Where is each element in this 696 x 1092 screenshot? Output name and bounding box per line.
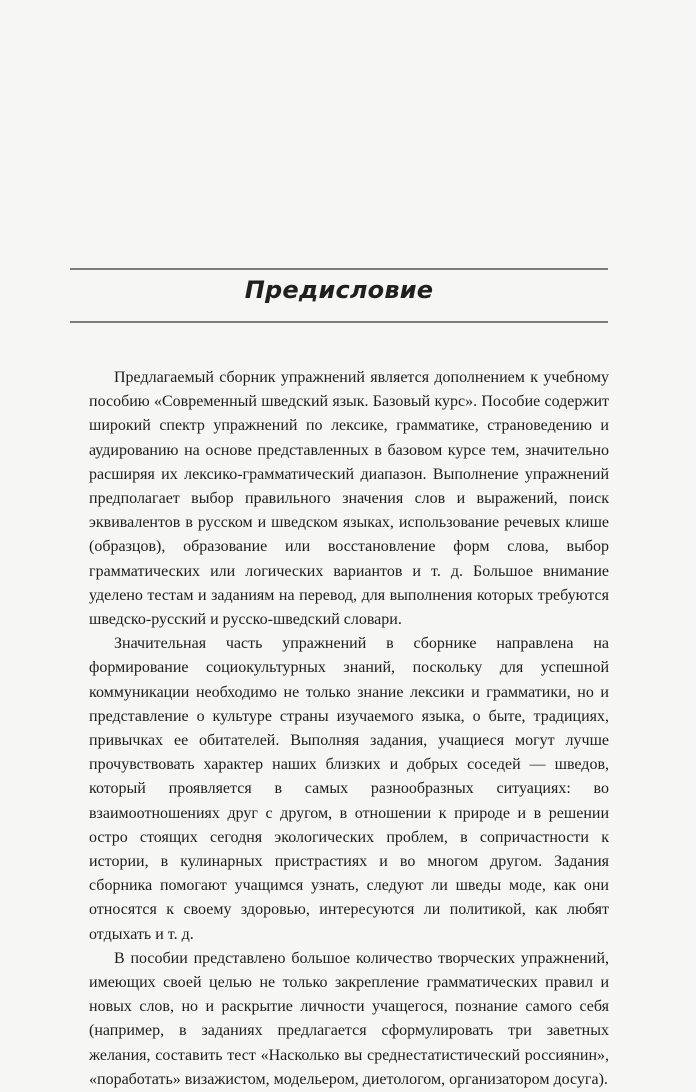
preface-body <box>89 366 609 1092</box>
paragraph-2: Значительная часть упражнений в сборнике направлена на формирование социокультурных знаний, поскольку для успешной коммуникации необходимо не только знание лексики и грамматики, но и представление о культуре страны изучаемого языка, о быте, традициях, привычках ее обитателей. Выполняя задания, учащиеся могут лучше прочувствовать характер наших близких и добрых соседей — шведов, который проявляется в самых разнообразных ситуациях: во взаимоотношениях друг с другом, в отношении к природе и в решении остро стоящих сегодня экологических проблем, в сопричастности к истории, в кулинарных пристрастиях и во многом другом. Задания сборника помогают учащимся узнать, следуют ли шведы моде, как они относятся к своему здоровью, интересуются ли политикой, как любят отдыхать и т. д. <box>89 635 609 943</box>
page-title: Предисловие <box>244 276 434 304</box>
paragraph-1: Предлагаемый сборник упражнений является дополнением к учебному пособию «Современный шведский язык. Базовый курс». Пособие содержит широкий спектр упражнений по лексике, грамматике, страноведению и аудированию на основе представленных в базовом курсе тем, значительно расширяя их лексико-грамматический диапазон. Выполнение упражнений предполагает выбор правильного значения слов и выражений, поиск эквивалентов в русском и шведском языках, использование речевых клише (образцов), образование или восстановление форм слова, выбор грамматических или логических вариантов и т. д. Большое внимание уделено тестам и заданиям на перевод, для выполнения которых требуются шведско-русский и русско-шведский словари. <box>89 369 609 629</box>
heading-bottom-rule <box>70 321 608 323</box>
heading-top-rule <box>70 268 608 270</box>
paragraph-3: В пособии представлено большое количество творческих упражнений, имеющих своей целью не только закрепление грамматических правил и новых слов, но и раскрытие личности учащегося, познание самого себя (например, в заданиях предлагается сформулировать три заветных желания, составить тест «Насколько вы среднестатистический россиянин», «поработать» визажистом, модельером, диетологом, организатором досуга). <box>89 949 609 1088</box>
